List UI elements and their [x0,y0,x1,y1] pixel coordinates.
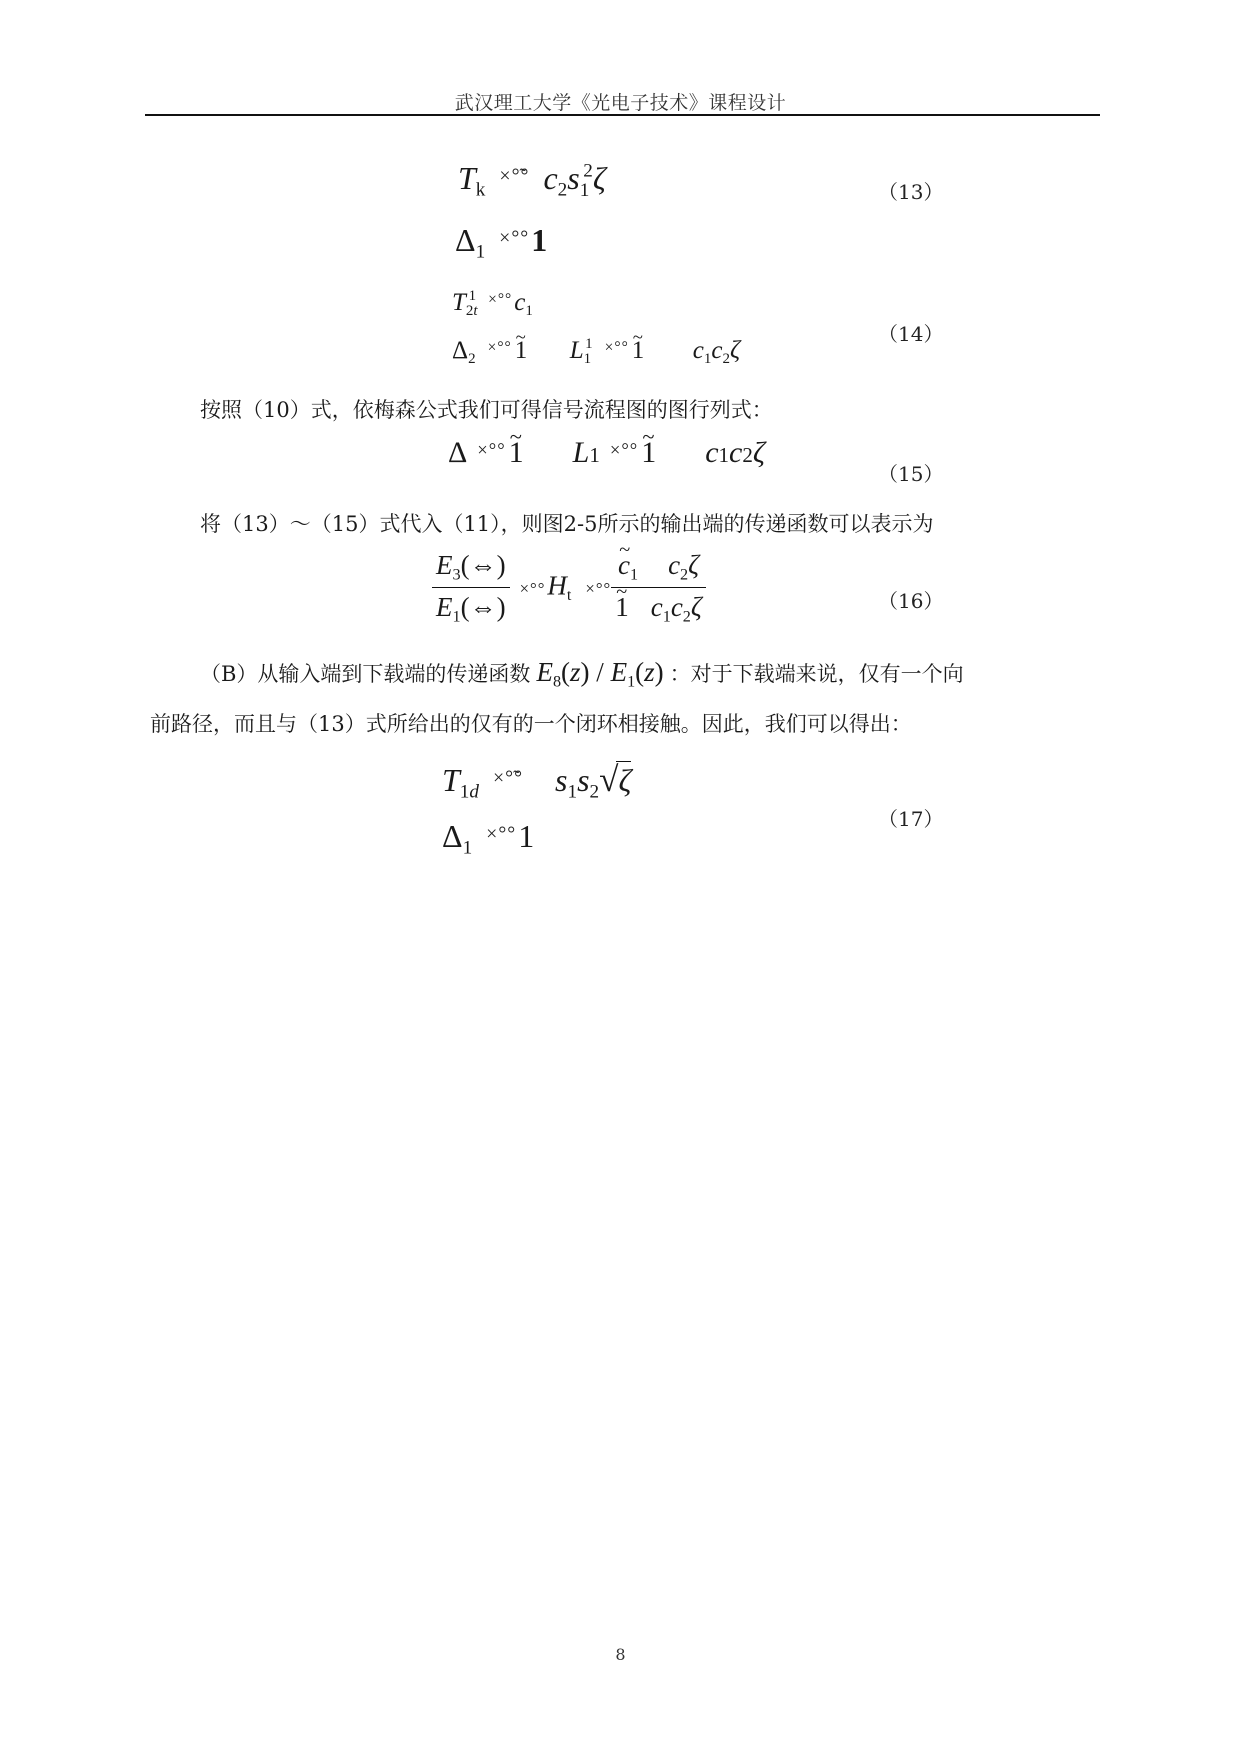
paragraph-4: 前路径，而且与（13）式所给出的仅有的一个闭环相接触。因此，我们可以得出： [150,712,912,736]
running-header: 武汉理工大学《光电子技术》课程设计 [454,92,787,114]
equation-number-16: （16） [878,589,944,613]
equation-number-13: （13） [878,180,944,204]
equation-13-line2: $\Delta_1^{\times^\circ^\circ}1$ [455,222,548,263]
inline-transfer-function: $E_8(z) / E_1(z)$ [536,657,664,691]
header-rule [145,114,1100,116]
equation-number-17: （17） [878,807,944,831]
equation-number-15: （15） [878,462,944,486]
paragraph-3 [200,655,1150,699]
equation-13-line1: $T_k^{\times^\circ̃^\circ}$ $c_2s_1^2\zeta$ [458,160,606,201]
page-number: 8 [615,1645,626,1664]
equation-17-line1: $T_{1d}^{\times^\circ̃^\circ}$ $s_1s_2√\zeta$ [442,760,632,803]
equation-17-line2: $\Delta_1^{\times^\circ^\circ}1$ [442,818,535,859]
equation-15: Δ ×°°~ 1 L1 ×°°~ 1 c1c2ζ [448,436,765,470]
equation-14-line1: $T_{2t}^1$ $^{\times^\circ^\circ}c_1$ [452,288,533,319]
equation-16: $\frac{E_3(\Leftrightarrow)}{E_1(\Leftrightarrow)}$ $\times^\circ^\circ H_t$ ×°° ~ $c_1$ $c_2\zeta$ ~ 1 $c_1c_2\zeta$ [432,550,706,626]
paragraph-3-part1: （B）从输入端到下载端的传递函数 [200,662,531,686]
paragraph-2: 将（13）～（15）式代入（11），则图2-5所示的输出端的传递函数可以表示为 [200,512,934,536]
equation-14-line2: $\Delta_2^{\times^\circ^\circ}\sim$ 1 $L_1^1$ ×°°~ 1 $c_1c_2\zeta$ [452,336,740,368]
equation-number-14: （14） [878,322,944,346]
paragraph-3-part2: ：对于下载端来说，仅有一个向 [669,662,964,686]
paragraph-1: 按照（10）式，依梅森公式我们可得信号流程图的图行列式： [200,398,773,422]
